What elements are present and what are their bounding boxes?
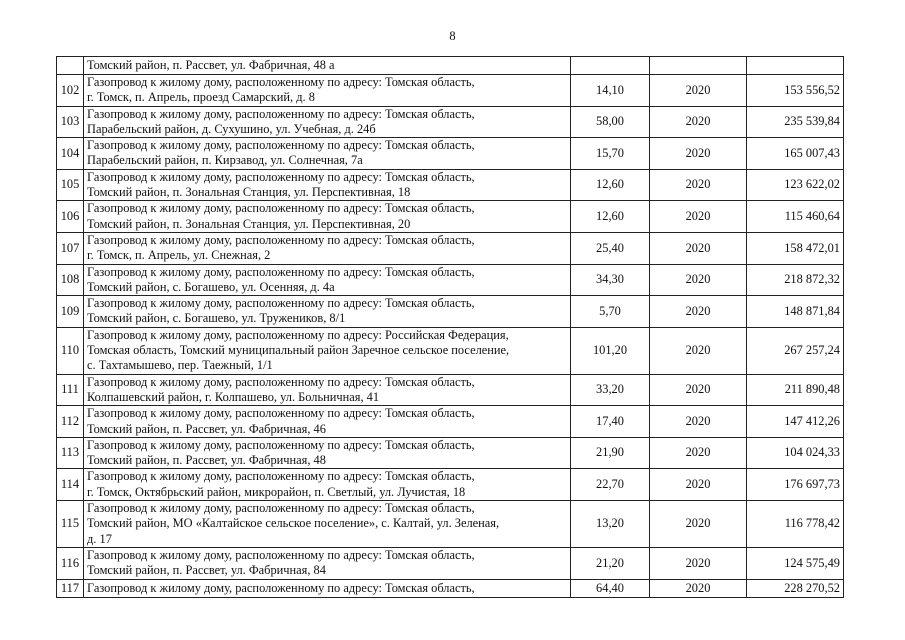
description-cell <box>84 106 571 138</box>
description-cell <box>84 232 571 264</box>
row-number-cell: 112 <box>57 406 84 438</box>
row-number-cell: 103 <box>57 106 84 138</box>
cost-cell: 115 460,64 <box>747 201 844 233</box>
cost-cell: 211 890,48 <box>747 374 844 406</box>
description-line: Томский район, п. Рассвет, ул. Фабричная, 48 <box>87 453 326 468</box>
row-number-cell: 102 <box>57 75 84 107</box>
table-row <box>57 106 844 138</box>
row-number-cell: 110 <box>57 327 84 374</box>
description-line: Газопровод к жилому дому, расположенному по адресу: Томская область, <box>87 169 475 184</box>
description-cell <box>84 469 571 501</box>
description-cell <box>84 547 571 579</box>
year-cell: 2020 <box>650 296 747 328</box>
cost-cell: 165 007,43 <box>747 138 844 170</box>
continuation-row <box>57 57 844 75</box>
table-row <box>57 437 844 469</box>
description-line: Томский район, МО «Калтайское сельское поселение», с. Калтай, ул. Зеленая, <box>87 516 500 531</box>
registry-table-body <box>57 57 844 598</box>
description-line: Газопровод к жилому дому, расположенному по адресу: Томская область, <box>87 232 475 247</box>
year-cell <box>650 57 747 75</box>
length-cell: 101,20 <box>571 327 650 374</box>
length-cell: 17,40 <box>571 406 650 438</box>
description-cell <box>84 406 571 438</box>
cost-cell: 147 412,26 <box>747 406 844 438</box>
table-row <box>57 296 844 328</box>
description-line: Газопровод к жилому дому, расположенному по адресу: Томская область, <box>87 469 475 484</box>
description-line: Газопровод к жилому дому, расположенному по адресу: Томская область, <box>87 406 475 421</box>
description-line: Томский район, п. Рассвет, ул. Фабричная, 46 <box>87 421 326 436</box>
table-row <box>57 75 844 107</box>
length-cell: 64,40 <box>571 579 650 597</box>
row-number-cell: 108 <box>57 264 84 296</box>
description-line: г. Томск, п. Апрель, ул. Снежная, 2 <box>87 248 271 263</box>
table-row <box>57 138 844 170</box>
cost-cell: 235 539,84 <box>747 106 844 138</box>
table-row <box>57 374 844 406</box>
description-cell <box>84 75 571 107</box>
cost-cell: 148 871,84 <box>747 296 844 328</box>
description-line: Колпашевский район, г. Колпашево, ул. Больничная, 41 <box>87 389 380 404</box>
cost-cell: 153 556,52 <box>747 75 844 107</box>
length-cell: 13,20 <box>571 501 650 548</box>
row-number-cell: 111 <box>57 374 84 406</box>
description-cell <box>84 264 571 296</box>
cost-cell: 123 622,02 <box>747 169 844 201</box>
length-cell: 25,40 <box>571 232 650 264</box>
description-line: г. Томск, п. Апрель, проезд Самарский, д. 8 <box>87 90 315 105</box>
description-cell <box>84 374 571 406</box>
year-cell: 2020 <box>650 437 747 469</box>
cost-cell: 124 575,49 <box>747 547 844 579</box>
year-cell: 2020 <box>650 201 747 233</box>
cost-cell: 267 257,24 <box>747 327 844 374</box>
table-row <box>57 469 844 501</box>
description-line: Парабельский район, п. Кирзавод, ул. Солнечная, 7а <box>87 153 363 168</box>
gas-pipeline-registry-table <box>56 56 844 598</box>
year-cell: 2020 <box>650 169 747 201</box>
year-cell: 2020 <box>650 469 747 501</box>
year-cell: 2020 <box>650 501 747 548</box>
description-line: Газопровод к жилому дому, расположенному по адресу: Томская область, <box>87 437 475 452</box>
description-line: Томский район, п. Рассвет, ул. Фабричная, 84 <box>87 563 326 578</box>
row-number-cell: 104 <box>57 138 84 170</box>
row-number-cell: 109 <box>57 296 84 328</box>
description-line: Томская область, Томский муниципальный район Заречное сельское поселение, <box>87 343 510 358</box>
year-cell: 2020 <box>650 579 747 597</box>
row-number-cell: 117 <box>57 579 84 597</box>
length-cell: 33,20 <box>571 374 650 406</box>
description-line: Газопровод к жилому дому, расположенному по адресу: Российская Федерация, <box>87 327 509 342</box>
description-cell <box>84 327 571 374</box>
cost-cell: 116 778,42 <box>747 501 844 548</box>
row-number-cell: 114 <box>57 469 84 501</box>
length-cell: 15,70 <box>571 138 650 170</box>
length-cell: 34,30 <box>571 264 650 296</box>
row-number-cell: 116 <box>57 547 84 579</box>
description-line: Томский район, п. Зональная Станция, ул. Перспективная, 20 <box>87 216 411 231</box>
description-line: Газопровод к жилому дому, расположенному по адресу: Томская область, <box>87 547 475 562</box>
row-number-cell: 115 <box>57 501 84 548</box>
description-line: Газопровод к жилому дому, расположенному по адресу: Томская область, <box>87 501 475 516</box>
year-cell: 2020 <box>650 374 747 406</box>
description-line: Газопровод к жилому дому, расположенному по адресу: Томская область, <box>87 374 475 389</box>
length-cell: 22,70 <box>571 469 650 501</box>
row-number-cell: 105 <box>57 169 84 201</box>
description-line: Газопровод к жилому дому, расположенному по адресу: Томская область, <box>87 138 475 153</box>
length-cell <box>571 57 650 75</box>
cost-cell: 104 024,33 <box>747 437 844 469</box>
year-cell: 2020 <box>650 547 747 579</box>
year-cell: 2020 <box>650 75 747 107</box>
description-line: Томский район, с. Богашево, ул. Осенняя, д. 4а <box>87 279 335 294</box>
description-line: Томский район, с. Богашево, ул. Тружеников, 8/1 <box>87 311 346 326</box>
table-row <box>57 547 844 579</box>
description-line: Томский район, п. Зональная Станция, ул. Перспективная, 18 <box>87 185 411 200</box>
table-row <box>57 327 844 374</box>
description-line: с. Тахтамышево, пер. Таежный, 1/1 <box>87 358 273 373</box>
page-number: 8 <box>449 29 456 43</box>
year-cell: 2020 <box>650 264 747 296</box>
description-line: Газопровод к жилому дому, расположенному по адресу: Томская область, <box>87 264 475 279</box>
description-cell <box>84 579 571 597</box>
year-cell: 2020 <box>650 106 747 138</box>
table-row <box>57 406 844 438</box>
cost-cell: 218 872,32 <box>747 264 844 296</box>
length-cell: 14,10 <box>571 75 650 107</box>
table-row <box>57 201 844 233</box>
year-cell: 2020 <box>650 406 747 438</box>
table-row <box>57 501 844 548</box>
description-cell <box>84 138 571 170</box>
description-line: Газопровод к жилому дому, расположенному по адресу: Томская область, <box>87 296 475 311</box>
year-cell: 2020 <box>650 232 747 264</box>
length-cell: 5,70 <box>571 296 650 328</box>
description-line: Парабельский район, д. Сухушино, ул. Учебная, д. 24б <box>87 121 376 136</box>
length-cell: 21,20 <box>571 547 650 579</box>
description-cell <box>84 201 571 233</box>
row-number-cell: 106 <box>57 201 84 233</box>
description-line: д. 17 <box>87 531 112 546</box>
length-cell: 21,90 <box>571 437 650 469</box>
description-cell <box>84 169 571 201</box>
length-cell: 58,00 <box>571 106 650 138</box>
description-line: Газопровод к жилому дому, расположенному по адресу: Томская область, <box>87 201 475 216</box>
table-row <box>57 579 844 597</box>
description-line: Газопровод к жилому дому, расположенному по адресу: Томская область, <box>87 106 475 121</box>
cost-cell: 228 270,52 <box>747 579 844 597</box>
table-row <box>57 169 844 201</box>
cost-cell <box>747 57 844 75</box>
row-number-cell: 107 <box>57 232 84 264</box>
description-line: Газопровод к жилому дому, расположенному по адресу: Томская область, <box>87 581 475 596</box>
row-number-cell: 113 <box>57 437 84 469</box>
cost-cell: 176 697,73 <box>747 469 844 501</box>
row-number-cell <box>57 57 84 75</box>
length-cell: 12,60 <box>571 201 650 233</box>
cost-cell: 158 472,01 <box>747 232 844 264</box>
table-row <box>57 264 844 296</box>
description-line: г. Томск, Октябрьский район, микрорайон, п. Светлый, ул. Лучистая, 18 <box>87 484 466 499</box>
year-cell: 2020 <box>650 138 747 170</box>
description-cell <box>84 501 571 548</box>
length-cell: 12,60 <box>571 169 650 201</box>
year-cell: 2020 <box>650 327 747 374</box>
table-row <box>57 232 844 264</box>
description-cell <box>84 296 571 328</box>
description-cell <box>84 437 571 469</box>
description-line: Газопровод к жилому дому, расположенному по адресу: Томская область, <box>87 75 475 89</box>
description-cell: Томский район, п. Рассвет, ул. Фабричная, 48 а <box>84 57 571 75</box>
